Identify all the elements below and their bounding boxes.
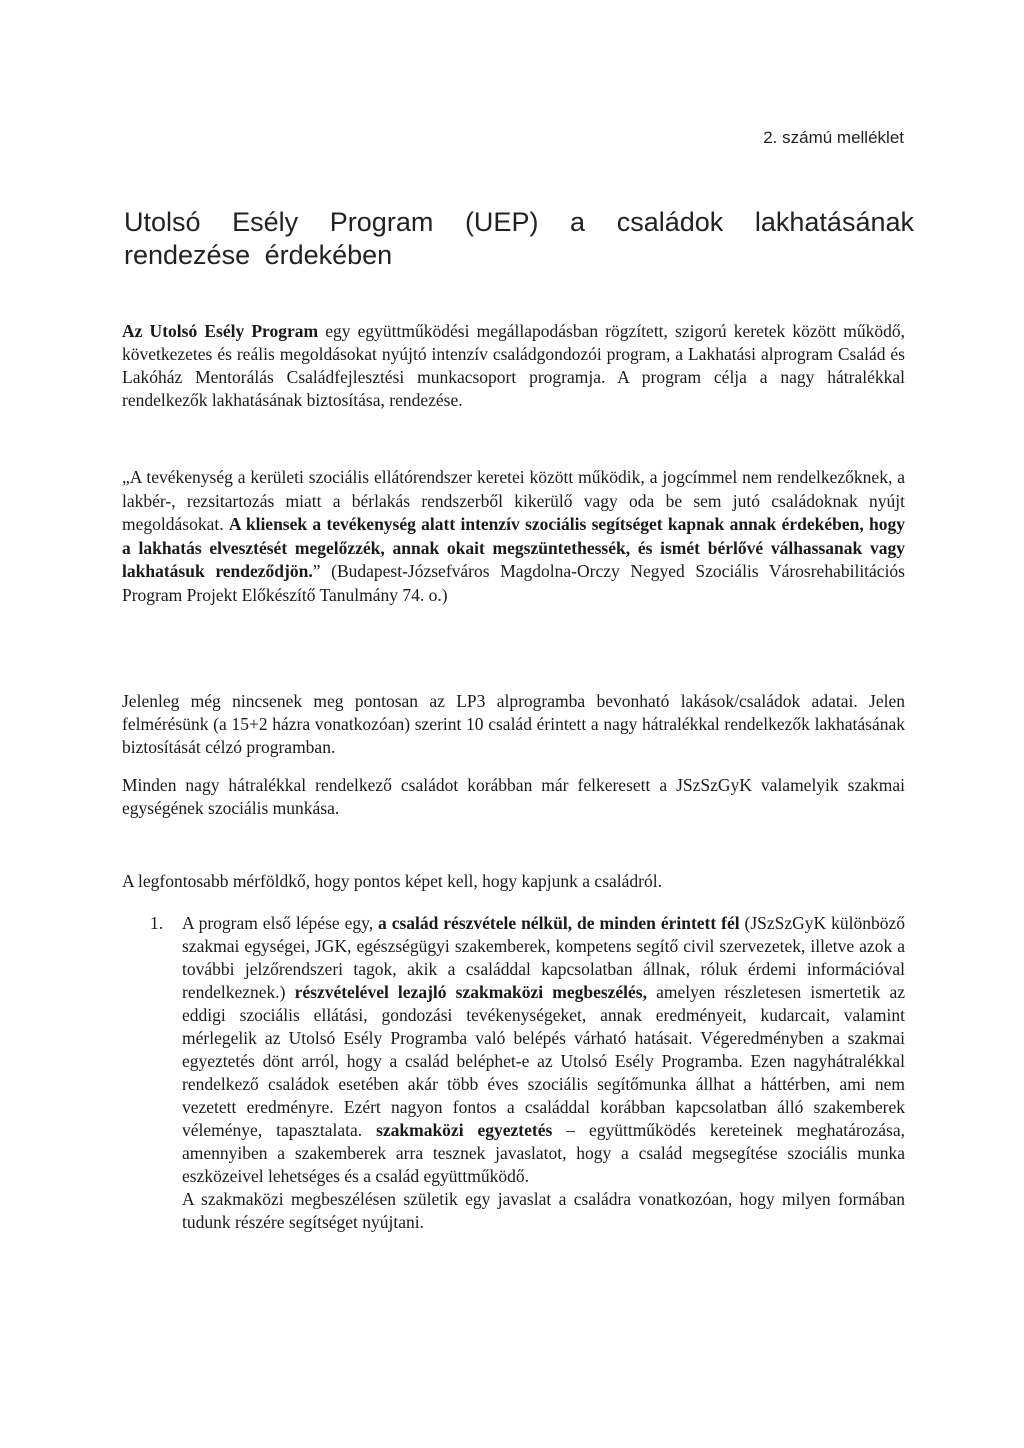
quote-text: „A tevékenység a kerületi szociális ellátórendszer keretei között működik, a jogcímmel nem rendelkezőknek, a lakbér-, rezsitartozás miatt a bérlakás rendszerből kikerülő vagy oda be sem jutó családoknak nyújt megoldásokat. (122, 467, 905, 534)
step-text-segment: – együttműködés kereteinek meghatározása, amennyiben a szakemberek arra tesznek javaslatot, hogy a család megsegítése szociális munka eszközeivel lehetséges és a család együttműködő. (182, 1120, 905, 1186)
step-text-segment: amelyen részletesen ismertetik az eddigi szociális ellátási, gondozási tevékenységeket, annak eredményeit, kudarcait, valamint mérlegelik az Utolsó Esély Programba való belépés várható hatásait. Végeredményben a szakmai egyeztetés dönt arról, hogy a család beléphet-e az Utolsó Esély Programba. Ezen nagyhátralékkal rendelkező családok esetében akár több éves szociális segítőmunka állhat a háttérben, ami nem vezetett eredményre. Ezért nagyon fontos a családdal korábban kapcsolatban álló szakemberek véleménye, tapasztalata. (182, 982, 905, 1140)
quote-highlight: A kliensek a tevékenység alatt intenzív szociális segítséget kapnak annak érdekében, hogy a lakhatás elvesztését megelőzzék, annak okait megszüntethessék, és ismét bérlővé válhassanak vagy lakhatásuk rendeződjön. (122, 514, 905, 581)
contact-paragraph: Minden nagy hátralékkal rendelkező családot korábban már felkeresett a JSzSzGyK valamelyik szakmai egységének szociális munkása. (122, 775, 905, 818)
quote-paragraph (122, 466, 905, 607)
steps-list (122, 912, 905, 1234)
step-emphasis: a család részvétele nélkül, de minden érintett fél (378, 913, 740, 933)
step-text (182, 912, 905, 1188)
intro-text: egy együttműködési megállapodásban rögzített, szigorú keretek között működő, következetes és reális megoldásokat nyújtó intenzív családgondozói program, a Lakhatási alprogram Család és Lakóház Mentorálás Családfejlesztési munkacsoport programja. A program célja a nagy hátralékkal rendelkezők lakhatásának biztosítása, rendezése. (122, 321, 905, 410)
annex-label: 2. számú melléklet (763, 128, 904, 147)
intro-paragraph (122, 320, 905, 412)
step-conclusion: A szakmaközi megbeszélésen születik egy javaslat a családra vonatkozóan, hogy milyen formában tudunk részére segítséget nyújtani. (182, 1189, 905, 1232)
list-item-number: 1. (150, 913, 164, 933)
step-emphasis: részvételével lezajló szakmaközi megbeszélés, (294, 982, 647, 1002)
document-title: Utolsó Esély Program (UEP) a családok lakhatásának rendezése érdekében (124, 207, 914, 270)
step-text-segment: (JSzSzGyK különböző szakmai egységei, JGK, egészségügyi szakemberek, kompetens segítő civil szervezetek, illetve azok a további jelzőrendszeri tagok, akik a családdal kapcsolatban állnak, róluk érdemi információval rendelkeznek.) (182, 913, 905, 1002)
program-name: Az Utolsó Esély Program (122, 321, 319, 341)
step-text-segment: A program első lépése egy, (182, 913, 379, 933)
list-item (122, 912, 905, 1234)
status-paragraph: Jelenleg még nincsenek meg pontosan az LP3 alprogramba bevonható lakások/családok adatai. Jelen felmérésünk (a 15+2 házra vonatkozóan) szerint 10 család érintett a nagy hátralékkal rendelkezők lakhatásának biztosítását célzó programban. (122, 691, 905, 757)
quote-source: ” (Budapest-Józsefváros Magdolna-Orczy Negyed Szociális Városrehabilitációs Program Projekt Előkészítő Tanulmány 74. o.) (122, 561, 905, 605)
milestone-paragraph: A legfontosabb mérföldkő, hogy pontos képet kell, hogy kapjunk a családról. (122, 871, 662, 891)
step-emphasis: szakmaközi egyeztetés (376, 1120, 553, 1140)
